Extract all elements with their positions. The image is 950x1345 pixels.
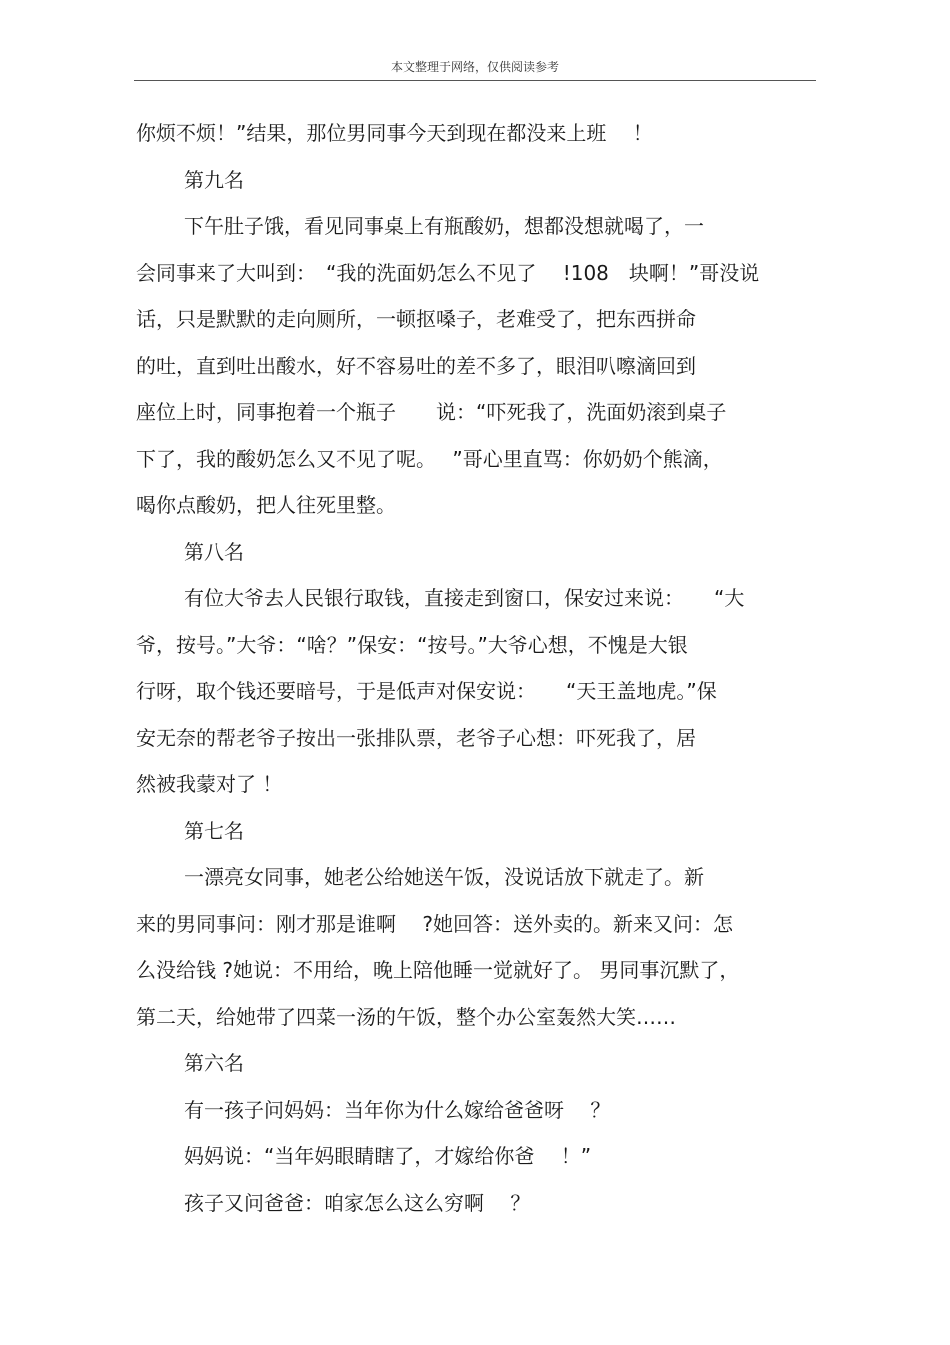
body-line: 爷，按号。”大爷：“啥？”保安：“按号。”大爷心想，不愧是大银 [136,633,688,657]
body-line: 么没给钱 ?她说：不用给，晚上陪他睡一觉就好了。 男同事沉默了， [136,958,740,982]
body-line: 妈妈说：“当年妈眼睛瞎了，才嫁给你爸 ！” [184,1144,592,1168]
body-line: 行呀，取个钱还要暗号，于是低声对保安说： “天王盖地虎。”保 [136,679,717,703]
body-line: 的吐，直到吐出酸水，好不容易吐的差不多了，眼泪叭嚓滴回到 [136,354,696,378]
body-line: 座位上时，同事抱着一个瓶子 说：“吓死我了，洗面奶滚到桌子 [136,400,727,424]
header-divider [134,80,816,81]
body-line: 话，只是默默的走向厕所，一顿抠嗓子，老难受了，把东西拼命 [136,307,696,331]
section-heading-8: 第八名 [184,540,244,564]
body-line: 孩子又问爸爸：咱家怎么这么穷啊 ？ [184,1191,531,1215]
body-line: 然被我蒙对了 ！ [136,772,283,796]
body-line: 第二天，给她带了四菜一汤的午饭，整个办公室轰然大笑…… [136,1005,676,1029]
section-heading-6: 第六名 [184,1051,244,1075]
body-line: 有位大爷去人民银行取钱，直接走到窗口，保安过来说： “大 [184,586,745,610]
body-line: 下午肚子饿，看见同事桌上有瓶酸奶，想都没想就喝了，一 [184,214,704,238]
body-line: 有一孩子问妈妈：当年你为什么嫁给爸爸呀 ？ [184,1098,611,1122]
body-line: 喝你点酸奶，把人往死里整。 [136,493,396,517]
body-line: 会同事来了大叫到： “我的洗面奶怎么不见了 !108 块啊！”哥没说 [136,261,760,285]
section-heading-7: 第七名 [184,819,244,843]
body-line: 下了，我的酸奶怎么又不见了呢。 ”哥心里直骂：你奶奶个熊滴， [136,447,723,471]
page-header: 本文整理于网络，仅供阅读参考 [390,60,559,74]
body-line: 安无奈的帮老爷子按出一张排队票，老爷子心想：吓死我了，居 [136,726,696,750]
body-line: 一漂亮女同事，她老公给她送午饭，没说话放下就走了。新 [184,865,704,889]
body-line: 来的男同事问：刚才那是谁啊 ?她回答：送外卖的。新来又问：怎 [136,912,733,936]
section-heading-9: 第九名 [184,168,244,192]
body-line: 你烦不烦！”结果，那位男同事今天到现在都没来上班 ！ [136,121,653,145]
